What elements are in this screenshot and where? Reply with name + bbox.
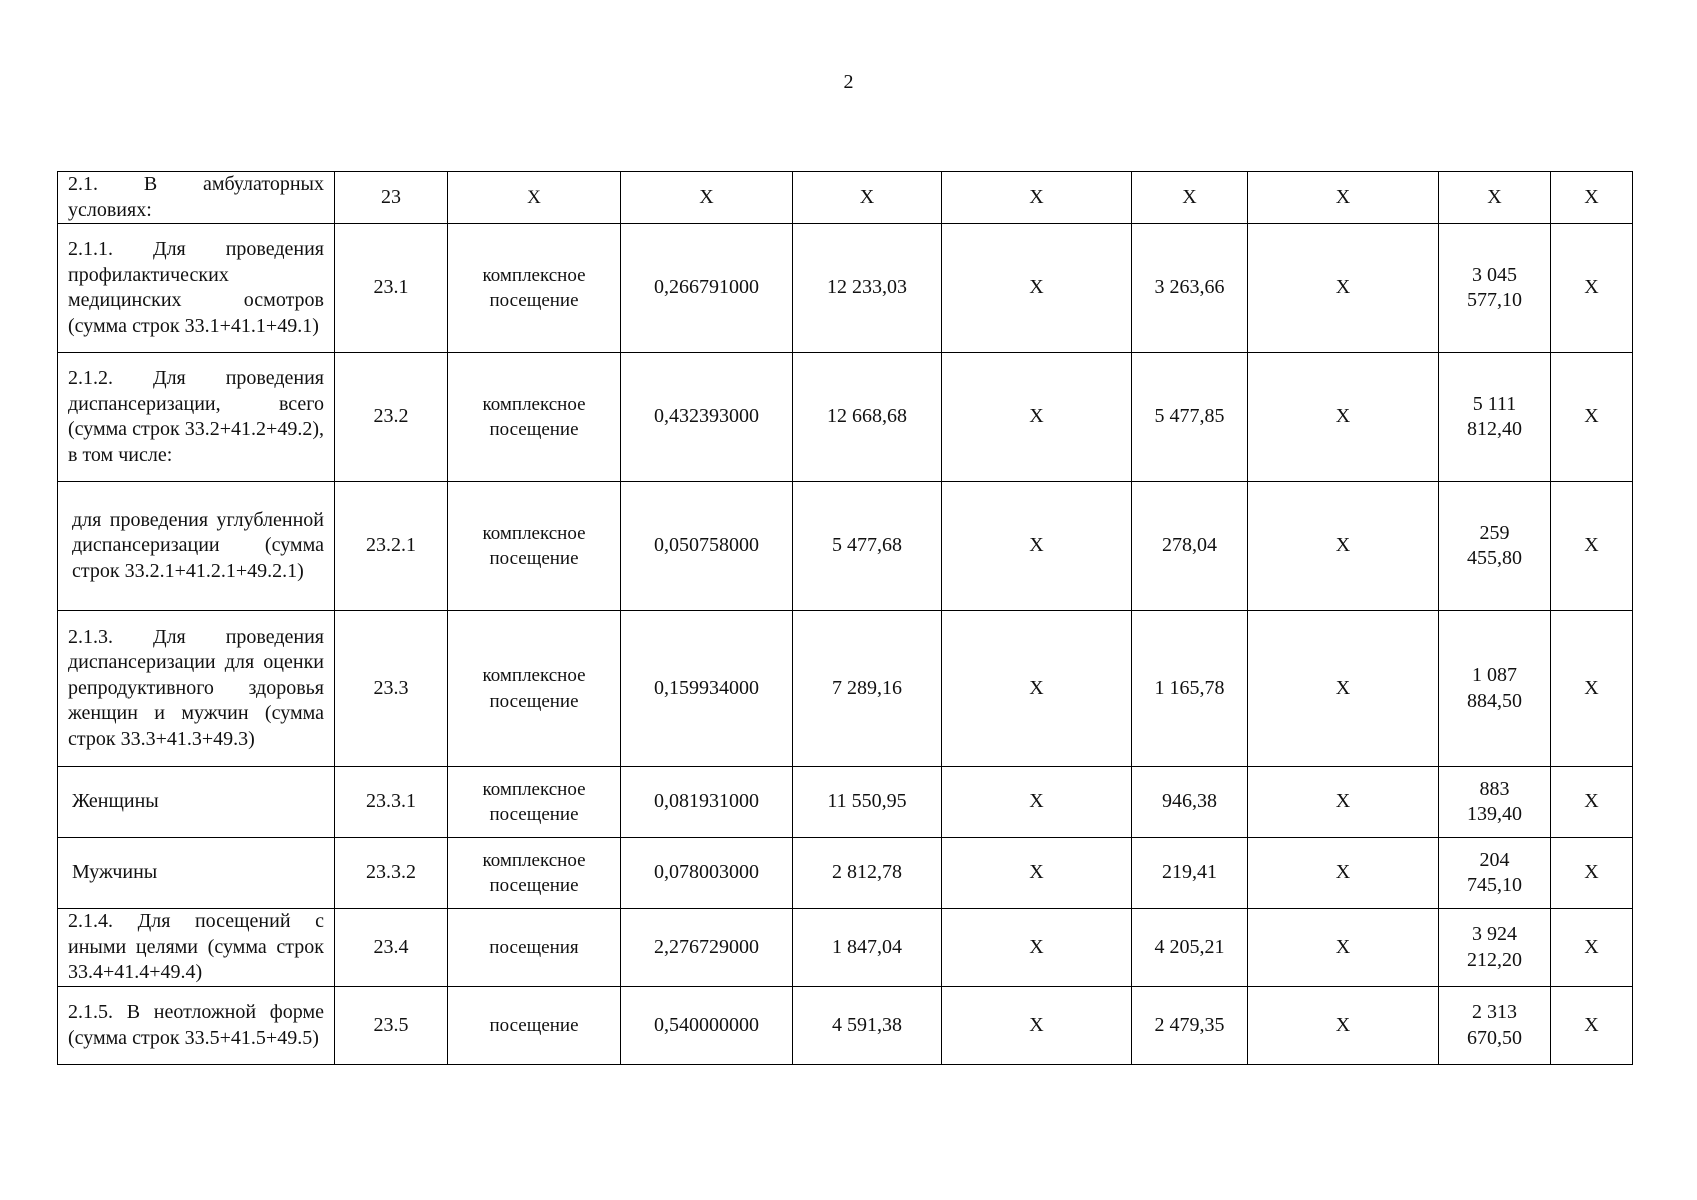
row-col8: Х <box>1248 611 1439 767</box>
row-col10: Х <box>1551 172 1633 224</box>
row-volume: 0,050758000 <box>621 482 793 611</box>
row-col7: 3 263,66 <box>1132 224 1248 353</box>
row-name: 2.1.4. Для посещений с иными целями (сумма строк 33.4+41.4+49.4) <box>58 909 335 987</box>
row-col9: Х <box>1439 172 1551 224</box>
row-line-number: 23.2.1 <box>335 482 448 611</box>
row-col8: Х <box>1248 482 1439 611</box>
row-col9: 3 924 212,20 <box>1439 909 1551 987</box>
row-cost: 5 477,68 <box>793 482 942 611</box>
row-col9: 5 111 812,40 <box>1439 353 1551 482</box>
row-col7: 5 477,85 <box>1132 353 1248 482</box>
row-col9: 204 745,10 <box>1439 838 1551 909</box>
table-row <box>58 987 1633 1065</box>
row-line-number: 23.3 <box>335 611 448 767</box>
row-col8: Х <box>1248 353 1439 482</box>
row-col7: 219,41 <box>1132 838 1248 909</box>
row-col10: Х <box>1551 353 1633 482</box>
row-line-number: 23.1 <box>335 224 448 353</box>
row-col7: 946,38 <box>1132 767 1248 838</box>
table-row <box>58 838 1633 909</box>
row-col6: Х <box>942 224 1132 353</box>
row-cost: 2 812,78 <box>793 838 942 909</box>
row-col9: 1 087 884,50 <box>1439 611 1551 767</box>
row-name: 2.1. В амбулаторных условиях: <box>58 172 335 224</box>
row-col8: Х <box>1248 224 1439 353</box>
row-name: 2.1.1. Для проведения профилактических медицинских осмотров (сумма строк 33.1+41.1+49.1) <box>58 224 335 353</box>
row-col7: Х <box>1132 172 1248 224</box>
table-row <box>58 224 1633 353</box>
row-col9: 883 139,40 <box>1439 767 1551 838</box>
row-unit: комплексное посещение <box>448 353 621 482</box>
row-col8: Х <box>1248 767 1439 838</box>
row-unit: посещение <box>448 987 621 1065</box>
row-unit: посещения <box>448 909 621 987</box>
row-volume: 0,081931000 <box>621 767 793 838</box>
row-name: Женщины <box>58 767 335 838</box>
row-volume: 0,432393000 <box>621 353 793 482</box>
row-cost: 4 591,38 <box>793 987 942 1065</box>
row-col6: Х <box>942 767 1132 838</box>
table-row <box>58 611 1633 767</box>
row-name: 2.1.3. Для проведения диспансеризации для оценки репродуктивного здоровья женщин и мужчин (сумма строк 33.3+41.3+49.3) <box>58 611 335 767</box>
row-col6: Х <box>942 611 1132 767</box>
row-volume: Х <box>621 172 793 224</box>
row-unit: комплексное посещение <box>448 224 621 353</box>
row-col7: 1 165,78 <box>1132 611 1248 767</box>
row-volume: 0,540000000 <box>621 987 793 1065</box>
row-col8: Х <box>1248 172 1439 224</box>
row-line-number: 23.2 <box>335 353 448 482</box>
row-col6: Х <box>942 172 1132 224</box>
row-cost: 1 847,04 <box>793 909 942 987</box>
row-col9: 3 045 577,10 <box>1439 224 1551 353</box>
row-col10: Х <box>1551 482 1633 611</box>
row-cost: 12 668,68 <box>793 353 942 482</box>
row-unit: комплексное посещение <box>448 611 621 767</box>
row-name: 2.1.2. Для проведения диспансеризации, всего (сумма строк 33.2+41.2+49.2), в том числе: <box>58 353 335 482</box>
row-unit: комплексное посещение <box>448 767 621 838</box>
row-col6: Х <box>942 987 1132 1065</box>
row-name: для проведения углубленной диспансеризации (сумма строк 33.2.1+41.2.1+49.2.1) <box>58 482 335 611</box>
row-volume: 0,078003000 <box>621 838 793 909</box>
row-line-number: 23.3.1 <box>335 767 448 838</box>
row-unit: комплексное посещение <box>448 482 621 611</box>
row-col6: Х <box>942 838 1132 909</box>
row-cost: Х <box>793 172 942 224</box>
row-col7: 2 479,35 <box>1132 987 1248 1065</box>
row-col8: Х <box>1248 987 1439 1065</box>
row-col10: Х <box>1551 838 1633 909</box>
row-line-number: 23.3.2 <box>335 838 448 909</box>
row-col10: Х <box>1551 767 1633 838</box>
row-col10: Х <box>1551 987 1633 1065</box>
row-name: 2.1.5. В неотложной форме (сумма строк 33.5+41.5+49.5) <box>58 987 335 1065</box>
row-unit: Х <box>448 172 621 224</box>
row-col7: 4 205,21 <box>1132 909 1248 987</box>
table-row <box>58 172 1633 224</box>
row-col6: Х <box>942 353 1132 482</box>
row-name: Мужчины <box>58 838 335 909</box>
row-line-number: 23.4 <box>335 909 448 987</box>
table-row <box>58 767 1633 838</box>
row-col8: Х <box>1248 909 1439 987</box>
page-number: 2 <box>843 71 854 93</box>
row-col8: Х <box>1248 838 1439 909</box>
row-unit: комплексное посещение <box>448 838 621 909</box>
row-col6: Х <box>942 909 1132 987</box>
row-cost: 12 233,03 <box>793 224 942 353</box>
data-table <box>57 171 1633 1065</box>
row-col6: Х <box>942 482 1132 611</box>
table-row <box>58 482 1633 611</box>
row-line-number: 23 <box>335 172 448 224</box>
row-cost: 11 550,95 <box>793 767 942 838</box>
row-volume: 2,276729000 <box>621 909 793 987</box>
row-col10: Х <box>1551 224 1633 353</box>
row-col10: Х <box>1551 611 1633 767</box>
row-volume: 0,266791000 <box>621 224 793 353</box>
row-volume: 0,159934000 <box>621 611 793 767</box>
row-cost: 7 289,16 <box>793 611 942 767</box>
table-row <box>58 909 1633 987</box>
row-col9: 259 455,80 <box>1439 482 1551 611</box>
row-col9: 2 313 670,50 <box>1439 987 1551 1065</box>
row-line-number: 23.5 <box>335 987 448 1065</box>
table-row <box>58 353 1633 482</box>
row-col7: 278,04 <box>1132 482 1248 611</box>
row-col10: Х <box>1551 909 1633 987</box>
